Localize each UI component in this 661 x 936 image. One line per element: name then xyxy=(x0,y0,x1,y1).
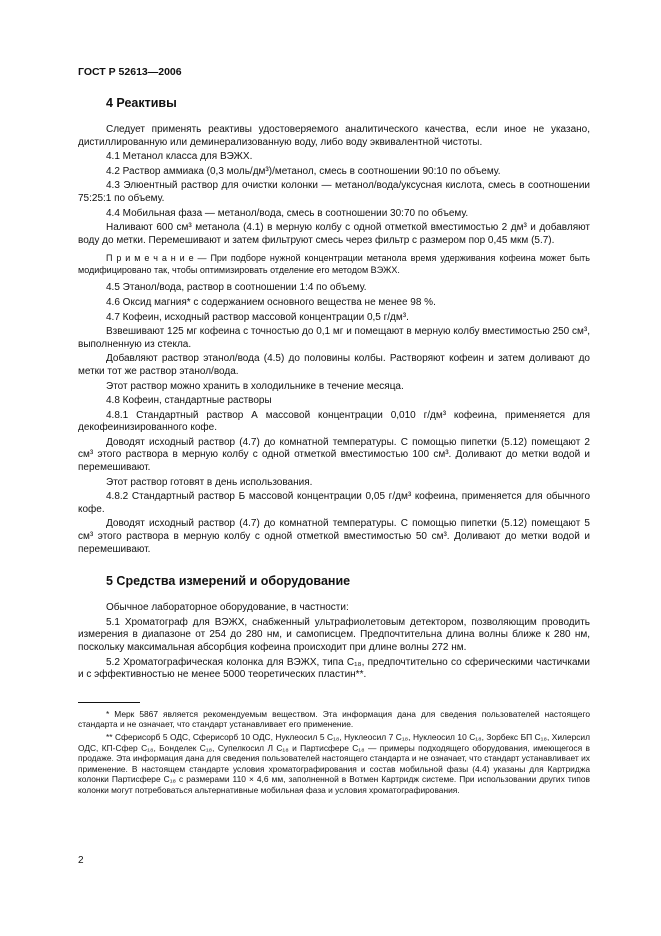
paragraph: Взвешивают 125 мг кофеина с точностью до 0,1 мг и помещают в мерную колбу вместимостью 250 см³, выполненную из стекла. xyxy=(78,326,590,350)
paragraph: 4.3 Элюентный раствор для очистки колонки — метанол/вода/уксусная кислота, смесь в соотношении 75:25:1 по объему. xyxy=(78,180,590,204)
paragraph: 4.8.2 Стандартный раствор Б массовой концентрации 0,05 г/дм³ кофеина, применяется для обычного кофе. xyxy=(78,491,590,515)
footnote-divider xyxy=(78,702,140,703)
footnote: ** Сферисорб 5 ОДС, Сферисорб 10 ОДС, Нуклеосил 5 C₁₈, Нуклеосил 7 C₁₈, Нуклеосил 10 C₁₈, Зорбекс БП C₁₈, Хилерсил ОДС, КП-Сфер C₁₈, Бонделек C₁₈, Супелкосил Л C₁₈ и Партисфере C₁₈ — примеры подходящего оборудования, имеющегося в продаже. Эта информация дана для сведения пользователей настоящего стандарта и не означает, что стандарт устанавливает их применение. В настоящем стандарте условия хроматографирования и состав мобильной фазы (4.4) указаны для Картриджа колонки Партисфере C₁₈ с размерами 110 × 4,6 мм, заполненной в Вотмен Картридж системе. При использовании других типов колонки могут потребоваться альтернативные мобильная фаза и условия хроматографирования. xyxy=(78,731,590,795)
paragraph: 5.2 Хроматографическая колонка для ВЭЖХ, типа C₁₈, предпочтительно со сферическими частичками и с эффективностью не менее 5000 теоретических пластин**. xyxy=(78,656,590,681)
paragraph: 4.8.1 Стандартный раствор А массовой концентрации 0,010 г/дм³ кофеина, применяется для декофеинизированного кофе. xyxy=(78,409,590,434)
paragraph: 4.1 Метанол класса для ВЭЖХ. xyxy=(106,151,253,163)
paragraph: 4.8 Кофеин, стандартные растворы xyxy=(106,395,272,407)
paragraph: Этот раствор можно хранить в холодильнике в течение месяца. xyxy=(106,380,404,392)
paragraph: 4.2 Раствор аммиака (0,3 моль/дм³)/метанол, смесь в соотношении 90:10 по объему. xyxy=(106,165,501,177)
document-header: ГОСТ Р 52613—2006 xyxy=(78,66,182,78)
section-5-title: 5 Средства измерений и оборудование xyxy=(106,574,351,589)
paragraph: 4.6 Оксид магния* с содержанием основного вещества не менее 98 %. xyxy=(106,296,436,308)
paragraph: Следует применять реактивы удостоверяемого аналитического качества, если иное не указано, дистиллированную или деминерализованную воду, либо воду эквивалентной чистоты. xyxy=(78,124,590,148)
page-number: 2 xyxy=(78,855,84,866)
paragraph: 4.7 Кофеин, исходный раствор массовой концентрации 0,5 г/дм³. xyxy=(106,311,409,323)
paragraph: Обычное лабораторное оборудование, в частности: xyxy=(106,602,349,614)
paragraph: Доводят исходный раствор (4.7) до комнатной температуры. С помощью пипетки (5.12) помещают 5 см³ этого раствора в мерную колбу с одной отметкой вместимостью 50 см³. Доливают до метки водой и перемешивают. xyxy=(78,518,590,555)
paragraph: 5.1 Хроматограф для ВЭЖХ, снабженный ультрафиолетовым детектором, позволяющим проводить измерения в диапазоне от 254 до 280 нм, и самописцем. Предпочтительна длина волны ближе к 280 нм, поскольку максимальная абсорбция кофеина происходит при длине волны 272 нм. xyxy=(78,616,590,653)
section-4-body xyxy=(78,124,590,556)
paragraph: Доводят исходный раствор (4.7) до комнатной температуры. С помощью пипетки (5.12) помещают 2 см³ этого раствора в мерную колбу с одной отметкой вместимостью 100 см³. Доливают до метки водой и перемешивают. xyxy=(78,436,590,474)
paragraph: 4.5 Этанол/вода, раствор в соотношении 1:4 по объему. xyxy=(106,282,367,294)
note: П р и м е ч а н и е — При подборе нужной концентрации метанола время удерживания кофеина может быть модифицировано так, чтобы оптимизировать отделение его методом ВЭЖХ. xyxy=(78,253,590,275)
footnote: * Мерк 5867 является рекомендуемым веществом. Эта информация дана для сведения пользователей настоящего стандарта и не означает, что стандарт устанавливает его применение. xyxy=(78,708,590,730)
paragraph: Добавляют раствор этанол/вода (4.5) до половины колбы. Растворяют кофеин и затем доливают до метки тот же раствор этанол/вода. xyxy=(78,353,590,377)
section-5-body xyxy=(78,602,590,682)
paragraph: Наливают 600 см³ метанола (4.1) в мерную колбу с одной отметкой вместимостью 2 дм³ и добавляют воду до метки. Перемешивают и затем фильтруют смесь через фильтр с размером пор 0,45 мкм (5.7). xyxy=(78,222,590,246)
document-page xyxy=(78,60,590,798)
section-4-title: 4 Реактивы xyxy=(106,96,177,110)
paragraph: 4.4 Мобильная фаза — метанол/вода, смесь в соотношении 30:70 по объему. xyxy=(106,207,469,219)
paragraph: Этот раствор готовят в день использования. xyxy=(106,476,313,488)
